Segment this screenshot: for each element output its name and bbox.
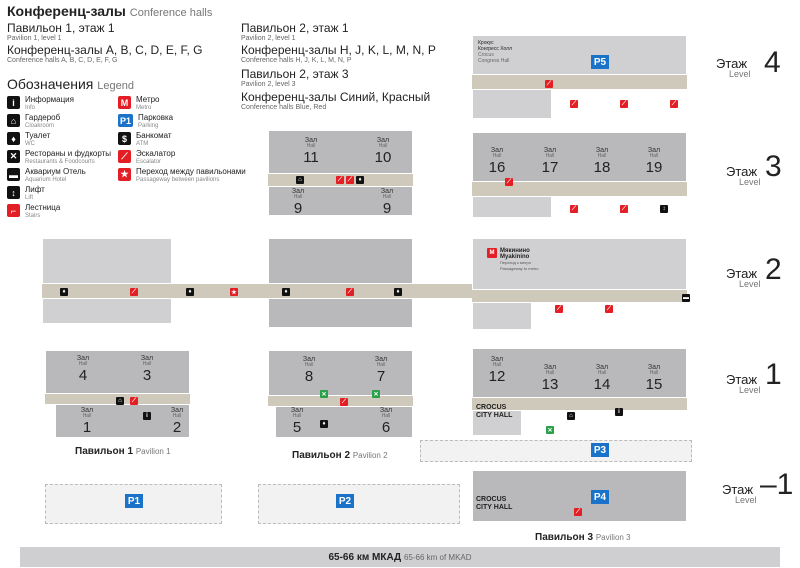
legend-item bbox=[118, 96, 160, 112]
parking-p3-icon[interactable]: P3 bbox=[591, 443, 609, 457]
level-2-label: Этаж Level bbox=[726, 266, 761, 289]
corridor-level2 bbox=[42, 284, 472, 298]
metro-icon: M bbox=[487, 248, 497, 258]
hall-4[interactable]: Зал Hall 4 bbox=[76, 355, 90, 384]
passage-icon: ★ bbox=[118, 168, 131, 181]
stairs-icon: ⌐ bbox=[7, 204, 20, 217]
hall-3[interactable]: Зал Hall 3 bbox=[140, 355, 154, 384]
legend-item-label: Аквариум Отель bbox=[25, 167, 86, 176]
level-3-number: 3 bbox=[765, 150, 782, 183]
level-1-number: 1 bbox=[765, 358, 782, 391]
escalator-icon: ⟋ bbox=[131, 397, 137, 404]
escalator-icon: ⟋ bbox=[556, 305, 562, 312]
legend-item-text bbox=[25, 114, 60, 130]
legend-item-label: Лифт bbox=[25, 185, 45, 194]
legend-item-label: Рестораны и фудкорты bbox=[25, 149, 112, 158]
legend-item-label: Метро bbox=[136, 95, 160, 104]
hall-9-left[interactable]: Зал Hall 9 bbox=[291, 188, 305, 217]
legend-item-label: Парковка bbox=[138, 113, 174, 122]
restaurant-icon: ✕ bbox=[547, 427, 553, 434]
escalator-icon: ⟋ bbox=[341, 398, 347, 405]
wc-icon: ♦ bbox=[7, 132, 20, 145]
hall-18[interactable]: Зал Hall 18 bbox=[593, 147, 611, 176]
hall-13[interactable]: Зал Hall 13 bbox=[541, 364, 559, 393]
level-1-label: Этаж Level bbox=[726, 372, 761, 395]
building-level2-mid bbox=[268, 238, 413, 284]
info-text-en: Pavilion 2, level 1 bbox=[241, 35, 296, 42]
legend-item-label: Туалет bbox=[25, 131, 51, 140]
hall-7[interactable]: Зал Hall 7 bbox=[374, 356, 388, 385]
legend-item-text bbox=[136, 150, 175, 166]
info-p1-halls bbox=[7, 43, 203, 64]
legend-item-label-en: Aquarium Hotel bbox=[25, 177, 67, 183]
legend-item bbox=[7, 96, 74, 112]
info-p2-halls-level3 bbox=[241, 90, 430, 111]
legend-item-text bbox=[136, 132, 172, 148]
info-text-ru: Павильон 2, этаж 3 bbox=[241, 67, 349, 81]
wc-icon: ♦ bbox=[60, 288, 68, 296]
legend-item-label-en: Info bbox=[25, 105, 36, 111]
info-icon: i bbox=[615, 408, 623, 416]
escalator-icon: ⟋ bbox=[118, 150, 131, 163]
hotel-icon: ▬ bbox=[683, 295, 689, 301]
info-p1-level1 bbox=[7, 21, 115, 42]
legend-item-label-en: WC bbox=[25, 141, 35, 147]
info-p2-level1 bbox=[241, 21, 349, 42]
restaurant-icon: ✕ bbox=[321, 391, 327, 398]
info-p2-halls-level1 bbox=[241, 43, 436, 64]
mkad-road bbox=[20, 547, 780, 567]
legend-title-ru: Обозначения bbox=[7, 76, 94, 92]
legend-item-label-en: Passageway between pavilions bbox=[136, 177, 220, 183]
info-text-en: Conference halls Blue, Red bbox=[241, 104, 327, 111]
road-label-ru: 65-66 км МКАД bbox=[328, 552, 402, 563]
building-level2-left bbox=[42, 238, 172, 284]
building-level2-mid-bottom bbox=[268, 298, 413, 328]
metro-icon: M bbox=[118, 96, 131, 109]
info-text-ru: Павильон 1, этаж 1 bbox=[7, 21, 115, 35]
legend-item bbox=[7, 150, 111, 166]
legend-item-label-en: Parking bbox=[138, 123, 159, 129]
legend-item bbox=[118, 150, 175, 166]
road-label-en: 65-66 km of MKAD bbox=[403, 553, 472, 562]
crocus-city-hall-label-2: CROCUS CITY HALL bbox=[476, 496, 513, 511]
cloakroom-icon: ⌂ bbox=[296, 176, 304, 184]
title-en: Conference halls bbox=[129, 7, 213, 19]
hall-12[interactable]: Зал Hall 12 bbox=[488, 356, 506, 385]
legend-item-label-en: Metro bbox=[136, 105, 152, 111]
legend-item-text bbox=[25, 204, 60, 220]
legend-item-label-en: ATM bbox=[136, 141, 149, 147]
cloakroom-icon: ⌂ bbox=[7, 114, 20, 127]
page-title bbox=[7, 3, 212, 19]
info-text-ru: Конференц-залы H, J, K, L, M, N, P bbox=[241, 43, 436, 57]
info-text-ru: Конференц-залы Синий, Красный bbox=[241, 90, 431, 104]
escalator-icon: ⟋ bbox=[571, 100, 577, 107]
escalator-icon: ⟋ bbox=[546, 80, 552, 87]
legend-title-en: Legend bbox=[97, 80, 134, 92]
hall-16[interactable]: Зал Hall 16 bbox=[488, 147, 506, 176]
crocus-city-hall-label-1: CROCUS CITY HALL bbox=[476, 404, 513, 419]
pavilion-3-label: Павильон 3 Pavilion 3 bbox=[535, 532, 631, 543]
building-p1-top bbox=[45, 350, 190, 394]
legend-item bbox=[7, 114, 60, 130]
hall-1[interactable]: Зал Hall 1 bbox=[80, 407, 94, 436]
legend-item-text bbox=[25, 132, 50, 148]
legend-item bbox=[118, 132, 172, 148]
wc-icon: ♦ bbox=[320, 420, 328, 428]
hall-11[interactable]: Зал Hall 11 bbox=[303, 137, 319, 166]
parking-lot-p2 bbox=[258, 484, 460, 524]
parking-icon: P1 bbox=[119, 115, 131, 126]
passage-icon: ★ bbox=[231, 289, 237, 296]
info-icon: i bbox=[143, 412, 151, 420]
escalator-icon: ⟋ bbox=[506, 178, 512, 185]
legend-item-label-en: Escalator bbox=[136, 159, 162, 165]
cloakroom-icon: ⌂ bbox=[116, 397, 124, 405]
hotel-icon: ▬ bbox=[9, 169, 18, 180]
lift-icon: ↕ bbox=[660, 205, 668, 213]
legend-item-label-en: Stairs bbox=[25, 213, 41, 219]
hall-19[interactable]: Зал Hall 19 bbox=[645, 147, 663, 176]
wc-icon: ♦ bbox=[356, 176, 364, 184]
info-text-en: Conference halls H, J, K, L, M, N, P bbox=[241, 57, 352, 64]
legend-item-text bbox=[25, 150, 111, 166]
legend-item bbox=[7, 168, 86, 184]
hall-17[interactable]: Зал Hall 17 bbox=[541, 147, 559, 176]
escalator-icon: ⟋ bbox=[621, 100, 627, 107]
escalator-icon: ⟋ bbox=[347, 176, 353, 183]
hall-15[interactable]: Зал Hall 15 bbox=[645, 364, 663, 393]
building-level2-left-bottom bbox=[42, 298, 172, 324]
parking-p1-icon[interactable]: P1 bbox=[125, 494, 143, 508]
legend-item-text bbox=[25, 168, 86, 184]
atm-icon: $ bbox=[118, 132, 131, 145]
info-text-ru: Павильон 2, этаж 1 bbox=[241, 21, 349, 35]
hall-2[interactable]: Зал Hall 2 bbox=[170, 407, 184, 436]
legend-item bbox=[7, 204, 60, 220]
lift-icon: ↕ bbox=[7, 186, 20, 199]
parking-p4-icon[interactable]: P4 bbox=[591, 490, 609, 504]
legend-item-text bbox=[25, 186, 45, 202]
legend-item bbox=[7, 186, 45, 202]
escalator-icon: ⟋ bbox=[621, 205, 627, 212]
corridor-p3-level2 bbox=[472, 290, 687, 302]
corridor-p3-level4 bbox=[472, 75, 687, 89]
legend-item-label: Гардероб bbox=[25, 113, 61, 122]
legend-item-text bbox=[138, 114, 173, 130]
wc-icon: ♦ bbox=[186, 288, 194, 296]
legend-item-label-en: Cloakroom bbox=[25, 123, 55, 129]
restaurant-icon: ✕ bbox=[7, 150, 20, 163]
legend-title bbox=[7, 76, 134, 92]
hall-10[interactable]: Зал Hall 10 bbox=[374, 137, 392, 166]
legend-item-text bbox=[25, 96, 74, 112]
info-text-en: Conference halls A, B, C, D, E, F, G bbox=[7, 57, 118, 64]
restaurant-icon: ✕ bbox=[373, 391, 379, 398]
level-4-label: Этаж Level bbox=[716, 56, 751, 79]
hall-14[interactable]: Зал Hall 14 bbox=[593, 364, 611, 393]
level-3-label: Этаж Level bbox=[726, 164, 761, 187]
legend-item bbox=[118, 168, 246, 184]
hall-8[interactable]: Зал Hall 8 bbox=[302, 356, 316, 385]
parking-p2-icon[interactable]: P2 bbox=[336, 494, 354, 508]
building-p3-level3-bottom bbox=[472, 196, 552, 218]
info-text-ru: Конференц-залы A, B, C, D, E, F, G bbox=[7, 43, 203, 57]
metro-label[interactable]: M Мякинино Myakinino Переход к метро Passageway to metro bbox=[487, 248, 538, 272]
level-minus1-label: Этаж Level bbox=[722, 482, 757, 505]
escalator-icon: ⟋ bbox=[575, 508, 581, 515]
legend-item-text bbox=[136, 96, 160, 112]
escalator-icon: ⟋ bbox=[571, 205, 577, 212]
level-minus1-number: –1 bbox=[760, 468, 794, 501]
building-p3-level4-bottom bbox=[472, 89, 552, 119]
wc-icon: ♦ bbox=[282, 288, 290, 296]
hall-9-right[interactable]: Зал Hall 9 bbox=[380, 188, 394, 217]
escalator-icon: ⟋ bbox=[606, 305, 612, 312]
legend-item-label-en: Lift bbox=[25, 195, 34, 201]
legend-item-label-en: Restaurants & Foodcourts bbox=[25, 159, 95, 165]
escalator-icon: ⟋ bbox=[337, 176, 343, 183]
parking-lot-p3 bbox=[420, 440, 692, 462]
building-p3-level2-bottom bbox=[472, 302, 532, 330]
escalator-icon: ⟋ bbox=[671, 100, 677, 107]
legend-item bbox=[118, 114, 173, 130]
escalator-icon: ⟋ bbox=[347, 288, 353, 295]
level-4-number: 4 bbox=[764, 46, 781, 79]
hall-5[interactable]: Зал Hall 5 bbox=[290, 407, 304, 436]
legend-item-label: Лестница bbox=[25, 203, 61, 212]
legend-item-text bbox=[136, 168, 246, 184]
hall-6[interactable]: Зал Hall 6 bbox=[379, 407, 393, 436]
pavilion-1-label: Павильон 1 Pavilion 1 bbox=[75, 446, 171, 457]
escalator-icon: ⟋ bbox=[131, 288, 137, 295]
info-text-en: Pavilion 2, level 3 bbox=[241, 81, 296, 88]
parking-p5-icon[interactable]: P5 bbox=[591, 55, 609, 69]
legend-item-label: Информация bbox=[25, 95, 74, 104]
legend-item-label: Эскалатор bbox=[136, 149, 176, 158]
level-2-number: 2 bbox=[765, 253, 782, 286]
crocus-congress-hall-label: Крокус Конгресс Холл Crocus Congress Hall bbox=[478, 40, 513, 64]
info-icon: i bbox=[7, 96, 20, 109]
legend-item-label: Переход между павильонами bbox=[136, 167, 246, 176]
legend-item-label: Банкомат bbox=[136, 131, 172, 140]
cloakroom-icon: ⌂ bbox=[567, 412, 575, 420]
legend-item bbox=[7, 132, 50, 148]
pavilion-2-label: Павильон 2 Pavilion 2 bbox=[292, 450, 388, 461]
title-ru: Конференц-залы bbox=[7, 3, 126, 19]
info-text-en: Pavilion 1, level 1 bbox=[7, 35, 62, 42]
info-p2-level3 bbox=[241, 67, 349, 88]
wc-icon: ♦ bbox=[394, 288, 402, 296]
